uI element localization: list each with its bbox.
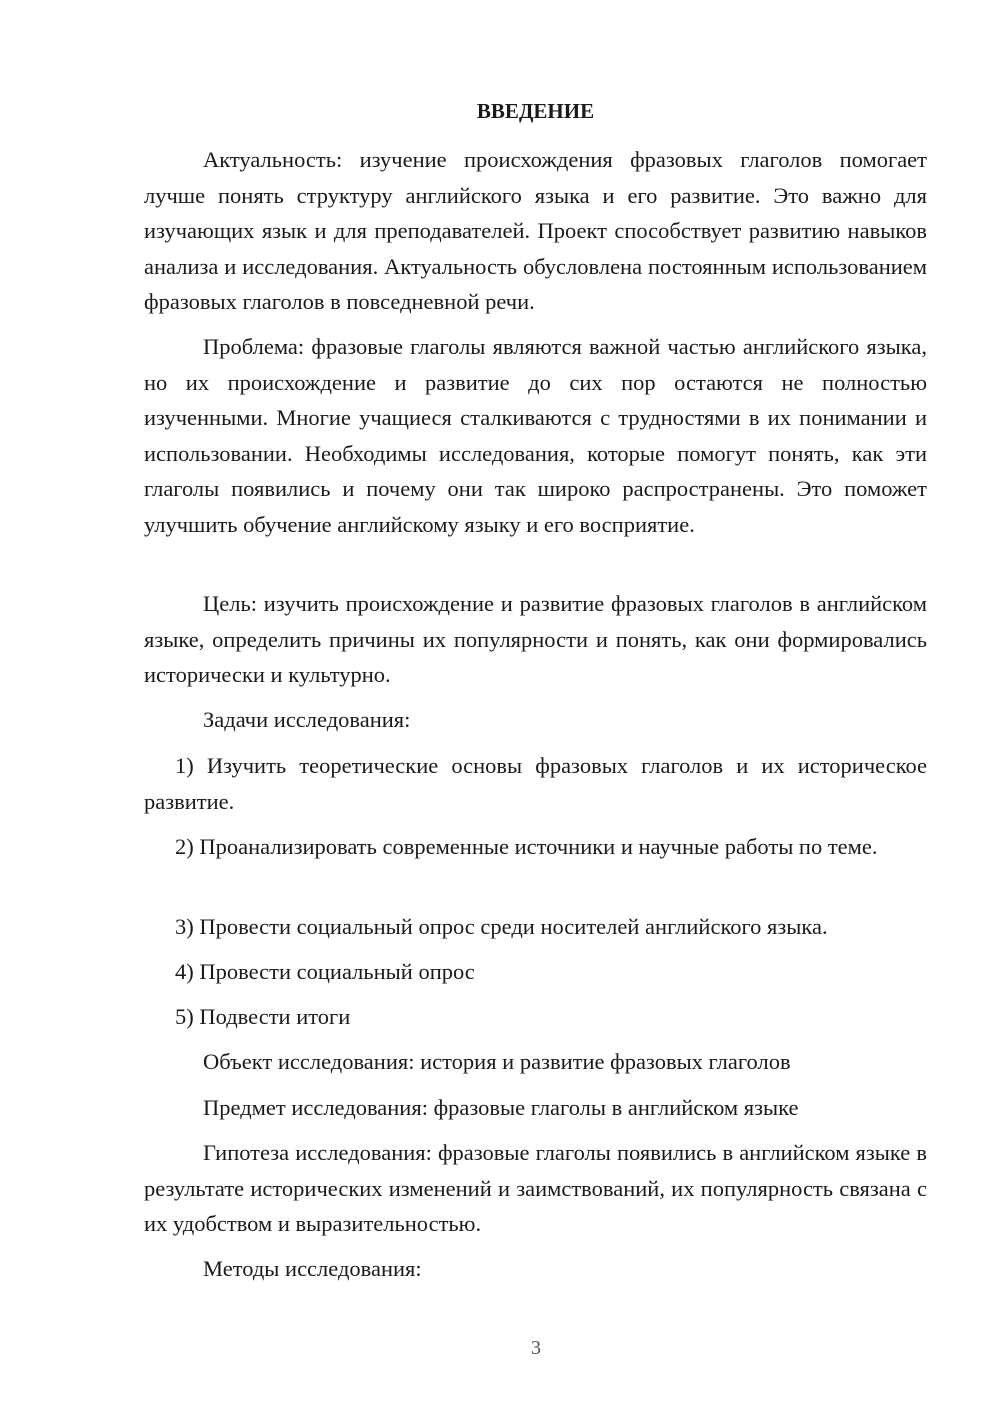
task-item-4: 4) Провести социальный опрос	[175, 959, 475, 984]
task-item-2: 2) Проанализировать современные источники и научные работы по теме.	[175, 834, 878, 859]
task-item-5: 5) Подвести итоги	[175, 1004, 351, 1029]
task-item-3: 3) Провести социальный опрос среди носителей английского языка.	[175, 914, 828, 939]
page-title: ВВЕДЕНИЕ	[476, 99, 595, 123]
paragraph-problem: Проблема: фразовые глаголы являются важной частью английского языка, но их происхождение и развитие до сих пор остаются не полностью изученными. Многие учащиеся сталкиваются с трудностями в их понимании и использовании. Необходимы исследования, которые помогут понять, как эти глаголы появились и почему они так широко распространены. Это поможет улучшить обучение английскому языку и его восприятие.	[144, 334, 927, 537]
paragraph-goal: Цель: изучить происхождение и развитие фразовых глаголов в английском языке, определить причины их популярности и понять, как они формировались исторически и культурно.	[144, 591, 927, 687]
task-item-1: 1) Изучить теоретические основы фразовых глаголов и их историческое развитие.	[144, 753, 927, 814]
paragraph-methods: Методы исследования:	[203, 1256, 422, 1281]
paragraph-hypothesis: Гипотеза исследования: фразовые глаголы появились в английском языке в результате исторических изменений и заимствований, их популярность связана с их удобством и выразительностью.	[144, 1140, 927, 1236]
paragraph-object: Объект исследования: история и развитие фразовых глаголов	[203, 1049, 791, 1074]
paragraph-subject: Предмет исследования: фразовые глаголы в английском языке	[203, 1095, 799, 1120]
paragraph-relevance: Актуальность: изучение происхождения фразовых глаголов помогает лучше понять структуру английского языка и его развитие. Это важно для изучающих язык и для преподавателей. Проект способствует развитию навыков анализа и исследования. Актуальность обусловлена постоянным использованием фразовых глаголов в повседневной речи.	[144, 147, 927, 314]
paragraph-tasks-intro: Задачи исследования:	[203, 707, 411, 732]
page-number: 3	[531, 1337, 541, 1359]
